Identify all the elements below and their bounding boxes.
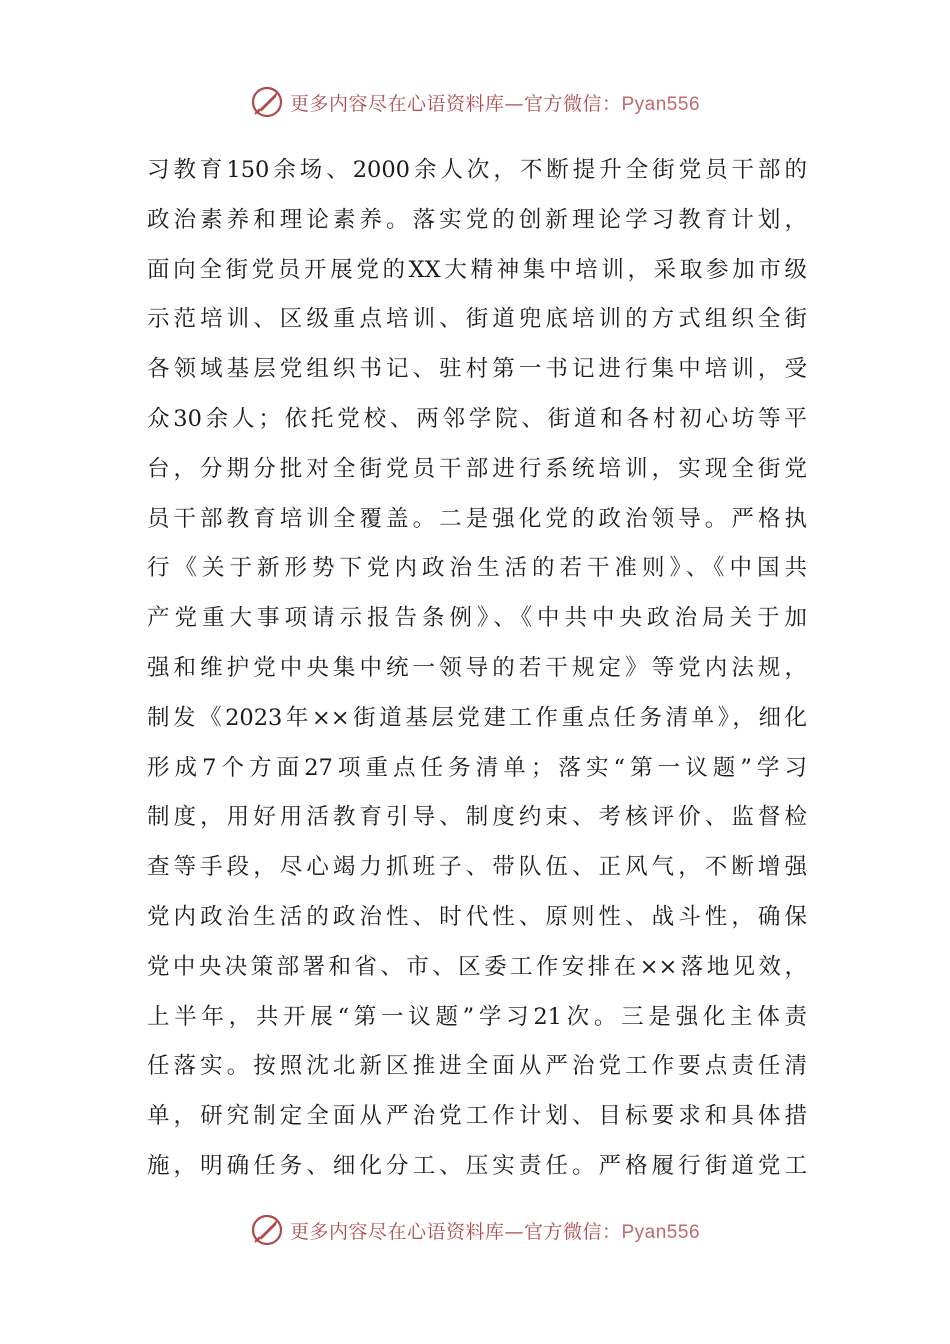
body-line: 强和维护党中央集中统一领导的若干规定》等党内法规， <box>147 654 807 681</box>
body-line: 众30余人；依托党校、两邻学院、街道和各村初心坊等平 <box>147 405 807 432</box>
body-line: 制发《2023年××街道基层党建工作重点任务清单》，细化 <box>147 704 807 731</box>
body-line: 政治素养和理论素养。落实党的创新理论学习教育计划， <box>147 206 807 233</box>
body-line: 示范培训、区级重点培训、街道兜底培训的方式组织全街 <box>147 306 807 333</box>
body-line: 各领域基层党组织书记、驻村第一书记进行集中培训，受 <box>147 356 807 383</box>
body-line: 习教育150余场、2000余人次，不断提升全街党员干部的 <box>147 157 807 183</box>
header-wechat-id: Pyan556 <box>621 93 701 115</box>
body-line: 任落实。按照沈北新区推进全面从严治党工作要点责任清 <box>147 1053 807 1080</box>
quill-pen-logo-icon <box>250 1213 284 1247</box>
footer-banner-cn: 更多内容尽在心语资料库—官方微信： <box>289 1220 622 1243</box>
footer-wechat-id: Pyan556 <box>621 1221 701 1243</box>
body-line: 施，明确任务、细化分工、压实责任。严格履行街道党工 <box>147 1152 807 1179</box>
body-line: 形成7个方面27项重点任务清单；落实“第一议题”学习 <box>147 754 807 781</box>
body-line: 党内政治生活的政治性、时代性、原则性、战斗性，确保 <box>147 903 807 930</box>
footer-banner-text <box>290 1217 700 1244</box>
page-header-banner <box>0 82 950 122</box>
body-line: 台，分期分批对全街党员干部进行系统培训，实现全街党 <box>147 455 807 482</box>
header-banner-cn: 更多内容尽在心语资料库—官方微信： <box>289 92 622 115</box>
body-line: 行《关于新形势下党内政治生活的若干准则》、《中国共 <box>147 555 807 582</box>
header-banner-text <box>290 89 700 116</box>
page-footer-banner <box>0 1210 950 1250</box>
body-line: 制度，用好用活教育引导、制度约束、考核评价、监督检 <box>147 804 807 831</box>
body-line: 查等手段，尽心竭力抓班子、带队伍、正风气，不断增强 <box>147 854 807 881</box>
body-line: 上半年，共开展“第一议题”学习21次。三是强化主体责 <box>147 1003 807 1030</box>
quill-pen-logo-icon <box>250 85 284 119</box>
body-line: 党中央决策部署和省、市、区委工作安排在××落地见效， <box>147 953 807 980</box>
body-line: 员干部教育培训全覆盖。二是强化党的政治领导。严格执 <box>147 505 807 532</box>
body-line: 单，研究制定全面从严治党工作计划、目标要求和具体措 <box>147 1103 807 1130</box>
document-body <box>147 146 807 1192</box>
body-line: 面向全街党员开展党的XX大精神集中培训，采取参加市级 <box>147 256 807 283</box>
body-line: 产党重大事项请示报告条例》、《中共中央政治局关于加 <box>147 605 807 632</box>
